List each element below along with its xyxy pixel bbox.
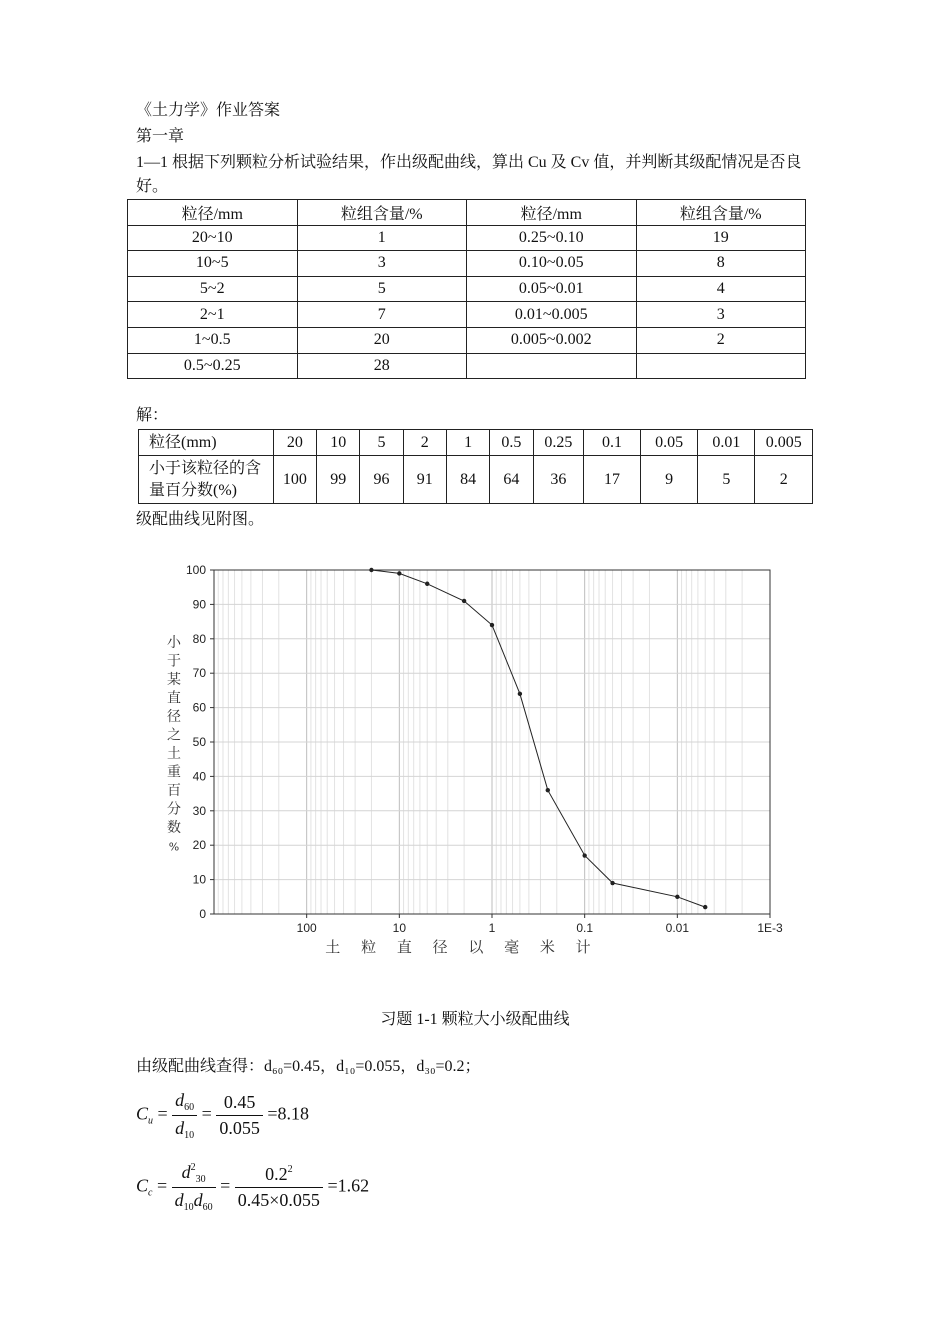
- data-point: [675, 895, 679, 899]
- grading-curve-chart: [150, 555, 800, 975]
- grain-size-cell: 0.005: [755, 430, 813, 456]
- y-tick-label: 50: [192, 735, 206, 749]
- d-symbol: d: [193, 1190, 203, 1210]
- percent-row-label: 小于该粒径的含量百分数(%): [139, 456, 274, 504]
- table-cell: 20~10: [128, 225, 298, 251]
- solution-label: 解：: [136, 407, 169, 424]
- cc-denominator: 0.45×0.055: [237, 1190, 320, 1210]
- table-cell: 0.25~0.10: [467, 225, 637, 251]
- grading-curve-line: [371, 570, 705, 907]
- y-tick-label: 10: [192, 872, 206, 887]
- grain-size-cell: 5: [360, 430, 403, 456]
- data-point: [490, 623, 494, 627]
- data-point: [518, 692, 522, 696]
- percent-finer-cell: 2: [755, 456, 813, 504]
- y-tick-label: 90: [192, 597, 206, 612]
- data-point: [369, 568, 373, 572]
- y-tick-label: 40: [192, 769, 206, 784]
- cc-formula: $C_c$ = $\frac{d^2_{30}}{d_{10}d_{60}}$ = $\frac{0.2^2}{0.45\times 0.055}$ =1.62: [136, 1162, 370, 1213]
- grain-size-cell: 0.01: [698, 430, 755, 456]
- percent-finer-cell: 84: [446, 456, 489, 504]
- x-tick-label: 0.01: [665, 921, 690, 935]
- x-tick-label: 1E-3: [757, 921, 783, 935]
- table-cell: 19: [636, 225, 806, 251]
- table-row: [128, 276, 806, 302]
- table-cell: 0.01~0.005: [467, 302, 637, 328]
- table-row: [128, 353, 806, 379]
- cc-value-fraction: [235, 1164, 323, 1211]
- table-cell: 0.005~0.002: [467, 327, 637, 353]
- table-cell: 10~5: [128, 251, 298, 277]
- problem-text-line2: 好。: [136, 178, 169, 195]
- grain-size-cell: 20: [273, 430, 316, 456]
- x-tick-label: 100: [296, 921, 317, 935]
- table-cell: 7: [297, 302, 467, 328]
- cu-numerator: 0.45: [216, 1092, 263, 1116]
- y-tick-label: 100: [185, 563, 206, 577]
- data-point: [610, 881, 614, 885]
- doc-title: 《土力学》作业答案: [136, 102, 281, 119]
- cc-subscript: c: [148, 1187, 153, 1199]
- table-cell: [636, 353, 806, 379]
- y-axis-label: 小于某直径之土重百分数%: [167, 635, 181, 854]
- table-cell: 3: [636, 302, 806, 328]
- size-row-label: 粒径(mm): [139, 430, 274, 456]
- table-cell: 20: [297, 327, 467, 353]
- grain-size-cell: 0.05: [641, 430, 698, 456]
- d10-subscript: 10: [184, 1130, 195, 1141]
- percent-finer-cell: 100: [273, 456, 316, 504]
- table-cell: 1~0.5: [128, 327, 298, 353]
- y-tick-label: 70: [192, 666, 206, 681]
- d-symbol: d: [174, 1190, 184, 1210]
- d-symbol: d: [181, 1162, 191, 1182]
- d-symbol: d: [175, 1090, 185, 1110]
- percent-finer-cell: 64: [490, 456, 533, 504]
- x-tick-label: 10: [392, 921, 407, 935]
- grain-size-cell: 0.25: [533, 430, 583, 456]
- table-cell: 28: [297, 353, 467, 379]
- table-header-cell: 粒径/mm: [467, 200, 637, 226]
- grain-size-cell: 0.5: [490, 430, 533, 456]
- d-symbol: d: [175, 1118, 185, 1138]
- d60-subscript: 60: [202, 1202, 213, 1213]
- cu-symbol: C: [136, 1103, 149, 1124]
- table-row: [128, 302, 806, 328]
- grain-fraction-table: [127, 199, 806, 379]
- table-header-cell: 粒径/mm: [128, 200, 298, 226]
- cc-definition-fraction: [172, 1162, 216, 1213]
- data-point: [582, 853, 586, 857]
- grain-size-cell: 2: [403, 430, 446, 456]
- curve-note: 级配曲线见附图。: [136, 511, 265, 528]
- y-tick-label: 20: [192, 838, 206, 853]
- grain-size-cell: 10: [317, 430, 360, 456]
- table-cell: [467, 353, 637, 379]
- grain-size-cell: 0.1: [584, 430, 641, 456]
- table-cell: 1: [297, 225, 467, 251]
- square-superscript: 2: [287, 1164, 293, 1175]
- table-row: [128, 225, 806, 251]
- y-tick-label: 30: [192, 803, 206, 818]
- cumulative-percent-table: [138, 429, 813, 504]
- cu-result: =8.18: [267, 1103, 309, 1124]
- data-point: [397, 571, 401, 575]
- cu-definition-fraction: [172, 1090, 197, 1141]
- table-row: [128, 327, 806, 353]
- cu-formula: $C_u$ = $\frac{d_{60}}{d_{10}}$ = $\frac{0.45}{0.055}$ =8.18: [136, 1090, 309, 1141]
- table-cell: 0.05~0.01: [467, 276, 637, 302]
- table-cell: 8: [636, 251, 806, 277]
- cu-value-fraction: [216, 1092, 263, 1139]
- x-axis-label: 土 粒 直 径 以 毫 米 计: [325, 938, 599, 956]
- percent-finer-cell: 99: [317, 456, 360, 504]
- y-tick-label: 0: [199, 907, 206, 921]
- problem-text-line1: 1—1 根据下列颗粒分析试验结果，作出级配曲线，算出 Cu 及 Cv 值，并判断其级配情况是否良: [136, 154, 802, 171]
- percent-finer-cell: 17: [584, 456, 641, 504]
- d30-subscript: 30: [195, 1174, 206, 1185]
- square-superscript: 2: [190, 1162, 196, 1173]
- table-cell: 4: [636, 276, 806, 302]
- percent-finer-cell: 36: [533, 456, 583, 504]
- d10-subscript: 10: [183, 1202, 194, 1213]
- cu-subscript: u: [148, 1115, 154, 1127]
- cc-numerator: 0.2: [265, 1164, 288, 1184]
- table-cell: 3: [297, 251, 467, 277]
- table-cell: 2~1: [128, 302, 298, 328]
- percent-finer-cell: 5: [698, 456, 755, 504]
- table-header-cell: 粒组含量/%: [636, 200, 806, 226]
- chapter-heading: 第一章: [136, 128, 185, 145]
- table-header-cell: 粒组含量/%: [297, 200, 467, 226]
- x-tick-label: 1: [488, 921, 496, 935]
- table-cell: 0.5~0.25: [128, 353, 298, 379]
- figure-caption: 习题 1-1 颗粒大小级配曲线: [380, 1011, 570, 1028]
- d60-subscript: 60: [184, 1102, 195, 1113]
- data-point: [546, 788, 550, 792]
- data-point: [703, 905, 707, 909]
- table-cell: 0.10~0.05: [467, 251, 637, 277]
- y-tick-label: 80: [192, 631, 206, 646]
- cu-denominator: 0.055: [219, 1118, 260, 1138]
- data-point: [425, 582, 429, 586]
- x-tick-label: 0.1: [576, 921, 594, 935]
- y-tick-label: 60: [192, 700, 206, 715]
- percent-finer-cell: 96: [360, 456, 403, 504]
- result-line: 由级配曲线查得：d₆₀=0.45，d₁₀=0.055，d₃₀=0.2；: [136, 1058, 481, 1075]
- grain-size-cell: 1: [446, 430, 489, 456]
- table-cell: 5~2: [128, 276, 298, 302]
- table-cell: 2: [636, 327, 806, 353]
- cc-result: =1.62: [327, 1175, 370, 1196]
- data-point: [462, 599, 466, 603]
- table-cell: 5: [297, 276, 467, 302]
- table-row: [128, 251, 806, 277]
- percent-finer-cell: 9: [641, 456, 698, 504]
- cc-symbol: C: [136, 1175, 149, 1196]
- percent-finer-cell: 91: [403, 456, 446, 504]
